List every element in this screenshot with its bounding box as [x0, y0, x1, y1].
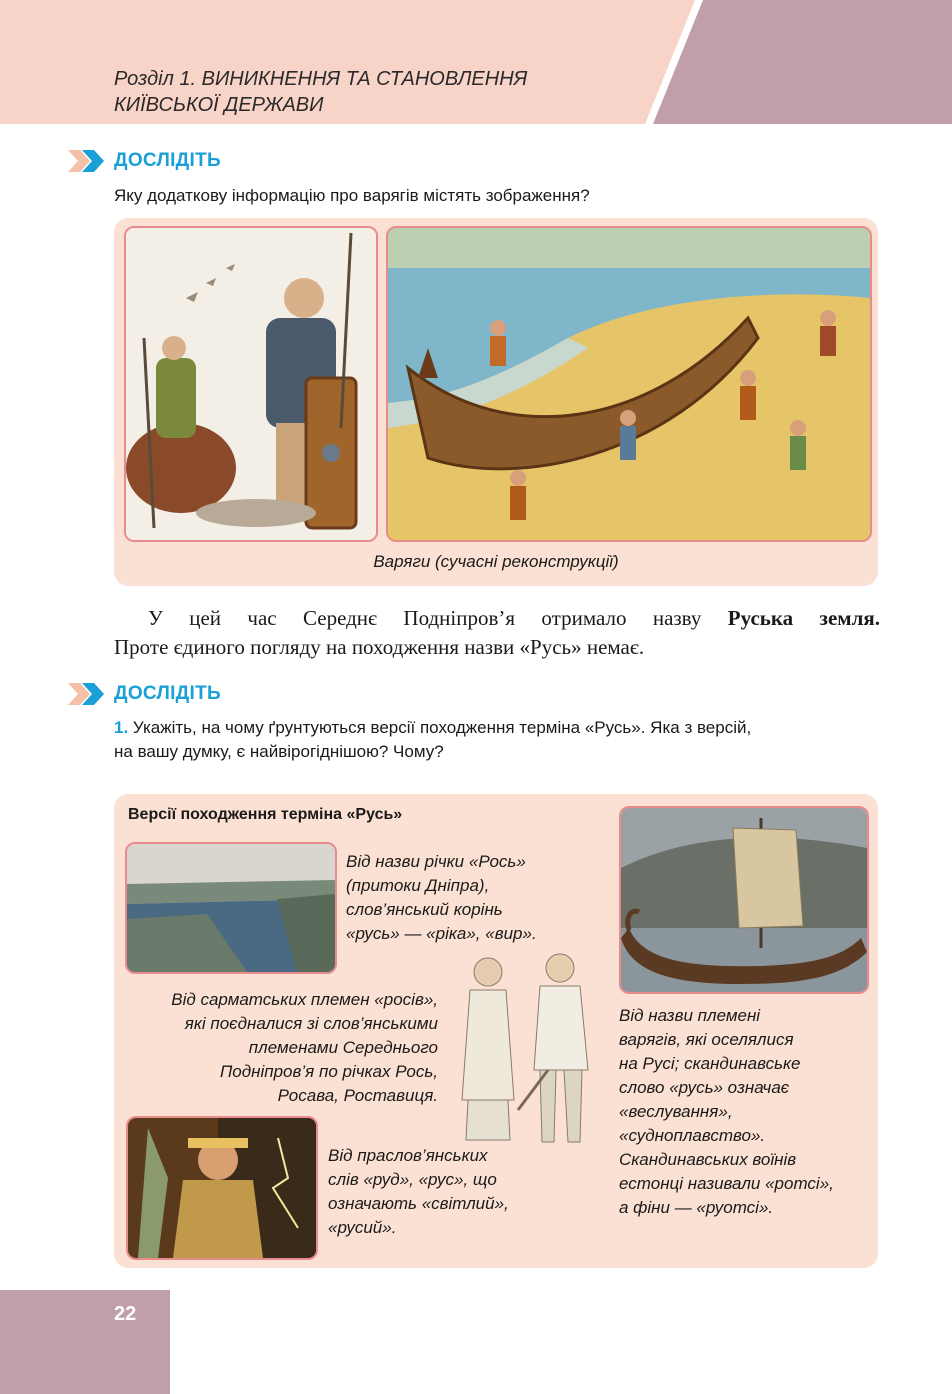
chapter-title: [114, 66, 527, 118]
page-number: 22: [114, 1303, 137, 1325]
two-men-illustration: [448, 950, 608, 1150]
version-river-line: (притоки Дніпра),: [346, 876, 490, 895]
paragraph-line2: Проте єдиного погляду на походження назви «Русь» немає.: [114, 635, 645, 659]
section-label-2: [68, 683, 221, 705]
version-river-line: «русь» — «ріка», «вир».: [346, 924, 537, 943]
varangian-warriors-illustration: [124, 226, 378, 542]
version-varangian-line: на Русі; скандинавське: [619, 1054, 801, 1073]
section-label-text: ДОСЛІДІТЬ: [114, 150, 221, 171]
question-2-line1: Укажіть, на чому ґрунтуються версії походження терміна «Русь». Яка з версій,: [128, 718, 752, 737]
double-arrow-icon: [68, 683, 104, 705]
version-varangian-line: слово «русь» означає: [619, 1078, 790, 1097]
version-varangian-text: [619, 1004, 834, 1220]
page-number-box: [0, 1290, 170, 1394]
version-sarmatian-line: Подніпров’я по річках Рось,: [219, 1062, 438, 1081]
version-river-line: Від назви річки «Рось»: [346, 852, 526, 871]
version-sarmatian-line: племенами Середнього: [248, 1038, 438, 1057]
paragraph-term-ruska-zemlia: Руська земля.: [727, 606, 880, 630]
question-1: Яку додаткову інформацію про варягів містять зображення?: [114, 186, 590, 205]
version-varangian-line: Від назви племені: [619, 1006, 761, 1025]
question-2: [114, 716, 751, 764]
version-varangian-line: естонці називали «ротсі»,: [619, 1174, 834, 1193]
section-label-1: [68, 150, 221, 172]
paragraph-line1: [114, 604, 880, 633]
version-river-text: [346, 850, 537, 946]
version-proto-slavic-line: слів «руд», «рус», що: [328, 1170, 497, 1189]
question-2-line2: на вашу думку, є найвірогіднішою? Чому?: [114, 742, 444, 761]
image-caption: Варяги (сучасні реконструкції): [373, 552, 619, 571]
version-varangian-line: а фіни — «руотсі».: [619, 1198, 774, 1217]
version-varangian-line: Скандинавських воїнів: [619, 1150, 797, 1169]
section-label-text: ДОСЛІДІТЬ: [114, 683, 221, 704]
version-varangian-line: варягів, які оселялися: [619, 1030, 794, 1049]
double-arrow-icon: [68, 150, 104, 172]
version-proto-slavic-line: «русий».: [328, 1218, 397, 1237]
versions-title: Версії походження терміна «Русь»: [128, 806, 403, 823]
body-paragraph: [114, 604, 880, 662]
chapter-title-line2: КИЇВСЬКОЇ ДЕРЖАВИ: [114, 94, 324, 116]
version-varangian-line: «судноплавство».: [619, 1126, 766, 1145]
version-sarmatian-text: [120, 988, 438, 1108]
version-river-line: слов’янський корінь: [346, 900, 503, 919]
version-proto-slavic-text: [328, 1144, 509, 1240]
ros-river-photo: [125, 842, 337, 974]
paragraph-line1-text: У цей час Середнє Подніпров’я отримало назву: [148, 606, 728, 630]
chapter-title-line1: Розділ 1. ВИНИКНЕННЯ ТА СТАНОВЛЕННЯ: [114, 68, 528, 90]
version-varangian-line: «веслування»,: [619, 1102, 733, 1121]
question-number: 1.: [114, 718, 129, 737]
varangian-longboat-illustration: [386, 226, 872, 542]
version-proto-slavic-line: Від праслов’янських: [328, 1146, 488, 1165]
slavic-figure-painting: [126, 1116, 318, 1260]
viking-ship-photo: [619, 806, 869, 994]
version-proto-slavic-line: означають «світлий»,: [328, 1194, 509, 1213]
version-sarmatian-line: Від сарматських племен «росів»,: [171, 990, 438, 1009]
version-sarmatian-line: які поєдналися зі слов’янськими: [184, 1014, 438, 1033]
version-sarmatian-line: Росава, Роставиця.: [277, 1086, 438, 1105]
